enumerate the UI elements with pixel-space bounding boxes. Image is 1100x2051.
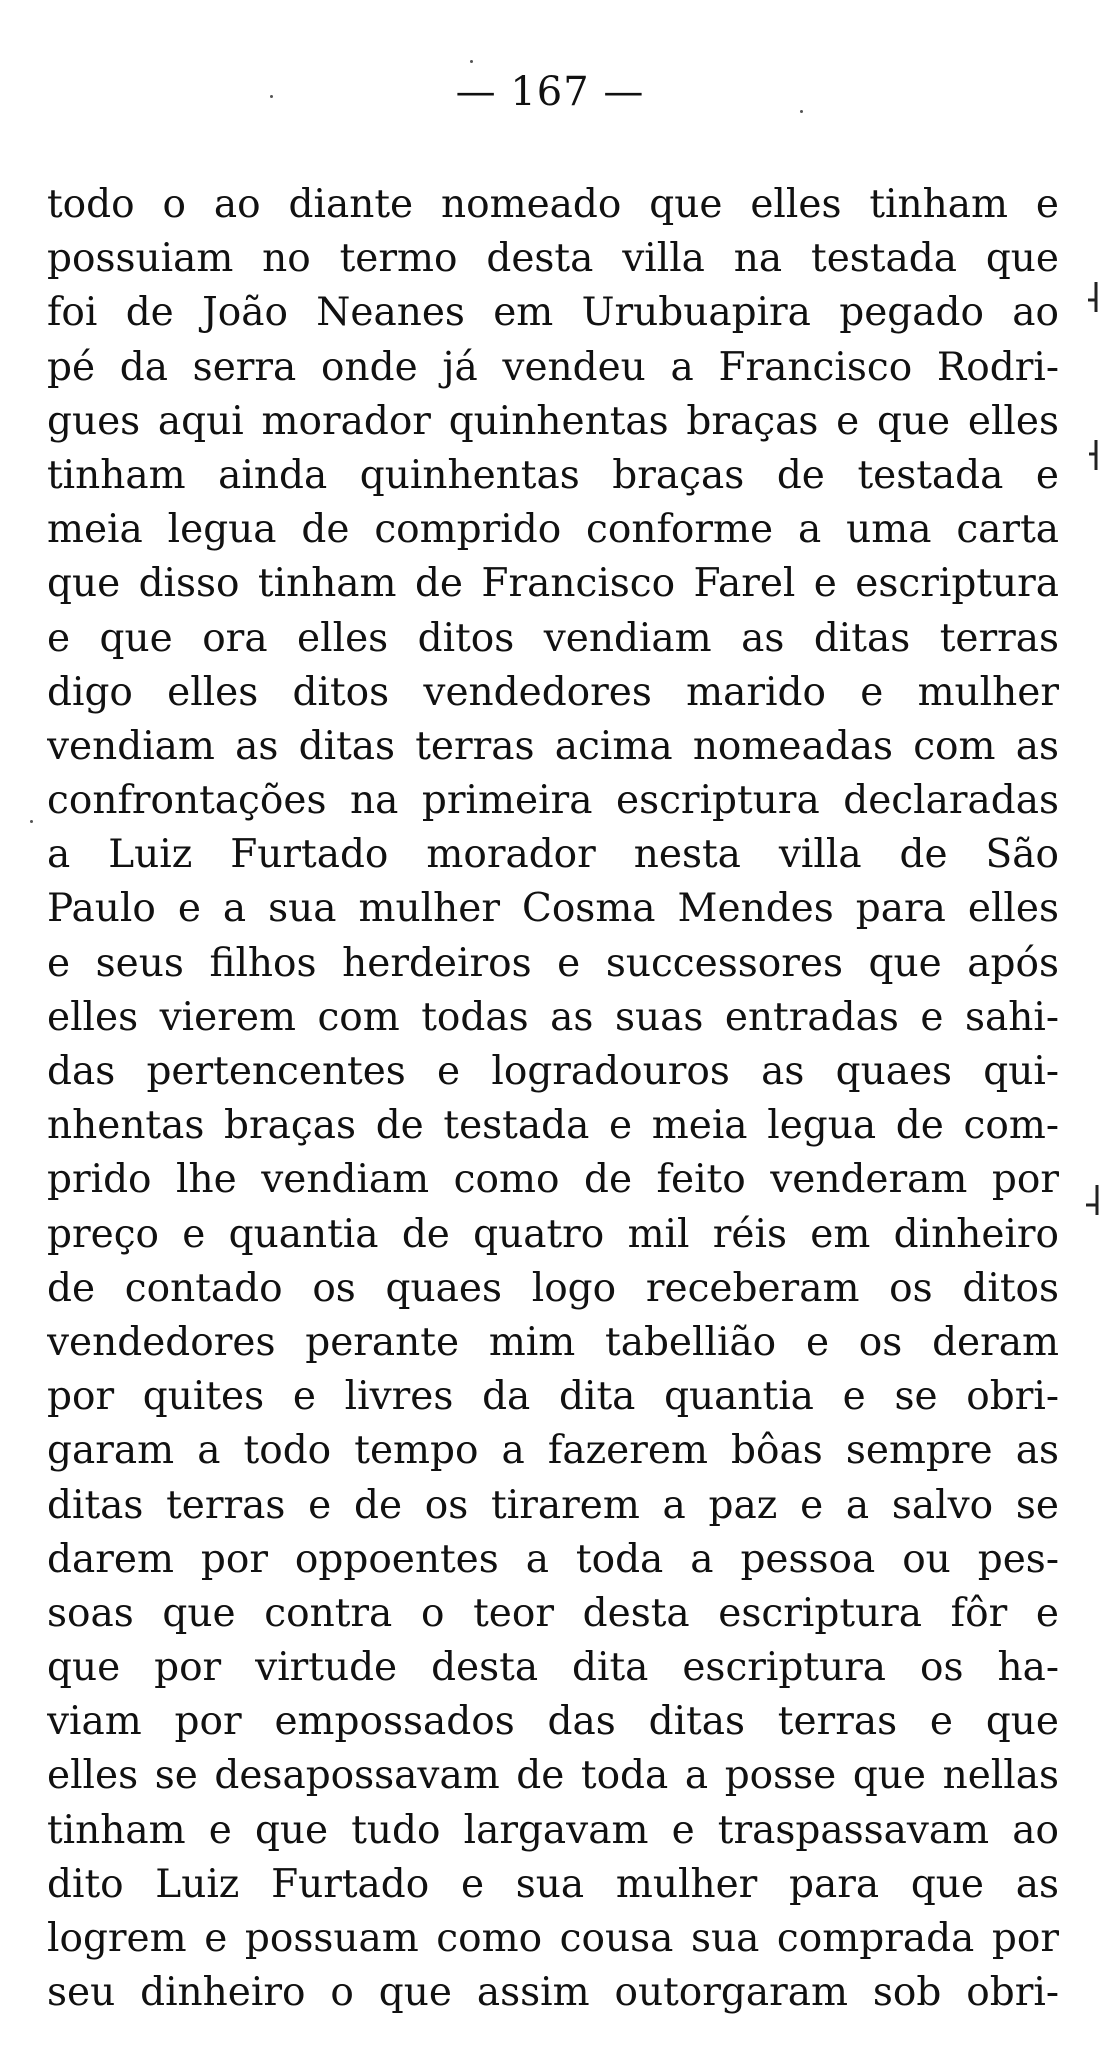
text-line: e seus filhos herdeiros e successores que após [47,940,1059,986]
text-line: por quites e livres da dita quantia e se obri- [47,1374,1059,1420]
text-line: confrontações na primeira escriptura declaradas [47,778,1059,824]
text-line: prido lhe vendiam como de feito venderam por [47,1157,1059,1203]
text-line: tinham e que tudo largavam e traspassavam ao [47,1807,1059,1853]
margin-mark [1086,440,1100,470]
text-line: que por virtude desta dita escriptura os ha- [47,1645,1059,1691]
text-line: logrem e possuam como cousa sua comprada por [47,1916,1059,1961]
text-line: elles vierem com todas as suas entradas e sahi- [47,994,1059,1040]
text-line: pé da serra onde já vendeu a Francisco Rodri- [47,344,1059,390]
text-line: viam por empossados das ditas terras e que [47,1699,1059,1745]
text-line: darem por oppoentes a toda a pessoa ou pes- [47,1536,1059,1582]
scan-speck [800,110,803,113]
page-number: — 167 — [455,69,645,115]
text-line: seu dinheiro o que assim outorgaram sob obri- [47,1970,1059,2016]
text-line: gues aqui morador quinhentas braças e que elles [47,398,1059,444]
text-line: vendiam as ditas terras acima nomeadas com as [47,723,1059,769]
text-line: digo elles ditos vendedores marido e mulher [47,669,1059,715]
margin-mark [1086,1185,1100,1215]
text-line: vendedores perante mim tabellião e os deram [47,1319,1059,1365]
text-line: meia legua de comprido conforme a uma carta [47,507,1059,553]
text-line: soas que contra o teor desta escriptura fôr e [47,1590,1059,1636]
text-line: garam a todo tempo a fazerem bôas sempre as [47,1428,1059,1474]
text-line: Paulo e a sua mulher Cosma Mendes para elles [47,886,1059,932]
text-line: possuiam no termo desta villa na testada que [47,236,1059,282]
text-line: foi de João Neanes em Urubuapira pegado ao [47,290,1059,336]
text-line: dito Luiz Furtado e sua mulher para que as [47,1861,1059,1907]
scan-speck [270,95,273,98]
text-line: que disso tinham de Francisco Farel e escriptura [47,561,1059,607]
scan-speck [470,60,473,63]
text-line: das pertencentes e logradouros as quaes qui- [47,1049,1059,1094]
text-line: todo o ao diante nomeado que elles tinham e [47,182,1059,227]
text-line: tinham ainda quinhentas braças de testada e [47,452,1059,498]
text-line: de contado os quaes logo receberam os ditos [47,1265,1059,1311]
text-line: e que ora elles ditos vendiam as ditas terras [47,615,1059,661]
body-text [47,178,1059,2020]
margin-mark [1086,282,1100,312]
text-line: elles se desapossavam de toda a posse que nellas [47,1753,1059,1799]
text-line: nhentas braças de testada e meia legua de com- [47,1103,1059,1149]
text-line: preço e quantia de quatro mil réis em dinheiro [47,1211,1059,1257]
text-line: a Luiz Furtado morador nesta villa de São [47,832,1059,878]
text-line: ditas terras e de os tirarem a paz e a salvo se [47,1482,1059,1528]
scan-speck [30,820,33,823]
